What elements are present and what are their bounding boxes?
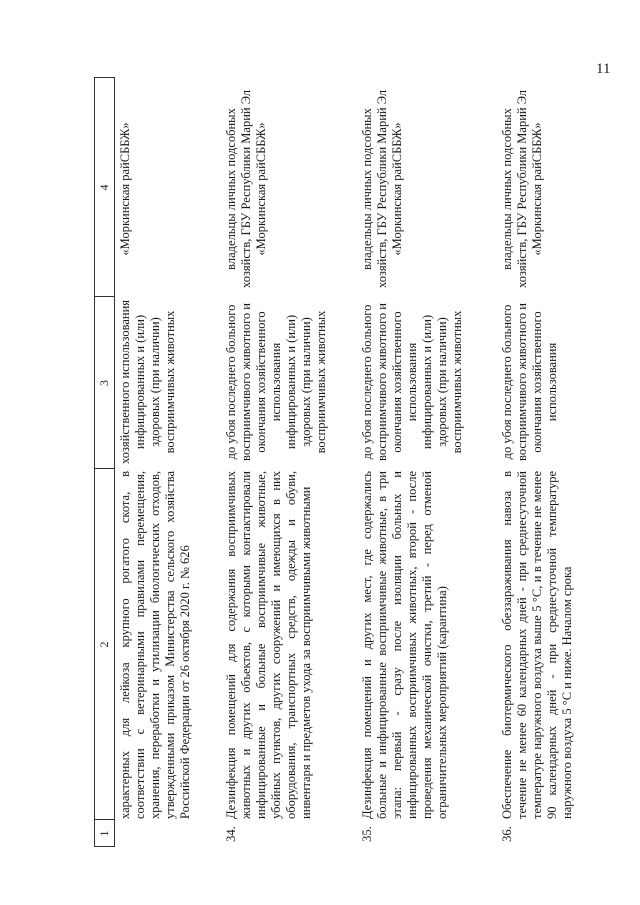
- row-number: 34.: [224, 826, 238, 842]
- row-measure: Дезинфекция помещений для содержания восприимчивых животных и других объектов, с которыми контактировали инфицированные и больные восприимчивые животные, убойных пунктов, других сооружений и имеющихся в них оборудования, транспортных средств, одежды и обуви, инвентаря и предметов ухода за восприимчивыми животными: [224, 471, 313, 819]
- header-bottom-border: [114, 77, 115, 847]
- header-col-3: 3: [97, 380, 111, 386]
- table-top-border: [94, 77, 95, 847]
- row-measure: Обеспечение биотермического обеззараживания навоза в течение не менее 60 календарных дней - при среднесуточной температуре наружного воздуха выше 5 °C, и в течение не менее 90 календарных дней - при среднесуточной температуре наружного воздуха 5 °C и ниже. Началом срока: [500, 471, 574, 819]
- row-measure: характерных для лейкоза крупного рогатого скота, в соответствии с ветеринарными правилами перемещения, хранения, переработки и утилизации биологических отходов, утвержденными приказом Министерства сельского хозяйства Российской Федерации от 26 октября 2020 г. № 626: [118, 471, 192, 819]
- row-term: хозяйственного использования инфицированных и (или) здоровых (при наличии) восприимчивых животных: [118, 299, 177, 465]
- header-col-2: 2: [97, 641, 111, 648]
- row-term: до убоя последнего больного восприимчивого животного и окончания хозяйственного использования инфицированных и (или) здоровых (при наличии) восприимчивых животных: [360, 303, 464, 461]
- row-measure: Дезинфекция помещений и других мест, где содержались больные и инфицированные восприимчивые животные, в три этапа: первый - сразу после изоляции больных и инфицированных восприимчивых животных, второй - после проведения механической очистки, третий - перед отменой ограничительных мероприятий (карантина): [360, 471, 449, 819]
- row-term: до убоя последнего больного восприимчивого животного и окончания хозяйственного использования: [500, 303, 559, 461]
- header-col-4: 4: [97, 184, 111, 191]
- row-responsible: владельцы личных подсобных хозяйств, ГБУ Республики Марий Эл «Моркинская райСББЖ»: [500, 89, 544, 289]
- page-number: 11: [596, 61, 611, 77]
- row-number: 36.: [500, 826, 514, 842]
- row-responsible: «Моркинская райСББЖ»: [118, 122, 132, 256]
- rotated-table: [94, 77, 584, 847]
- row-term: до убоя последнего больного восприимчивого животного и окончания хозяйственного использования инфицированных и (или) здоровых (при наличии) восприимчивых животных: [224, 303, 328, 461]
- row-responsible: владельцы личных подсобных хозяйств, ГБУ Республики Марий Эл «Моркинская райСББЖ»: [224, 89, 268, 289]
- header-col-1: 1: [97, 830, 111, 837]
- row-number: 35.: [360, 826, 374, 842]
- row-responsible: владельцы личных подсобных хозяйств, ГБУ Республики Марий Эл «Моркинская райСББЖ»: [360, 89, 404, 289]
